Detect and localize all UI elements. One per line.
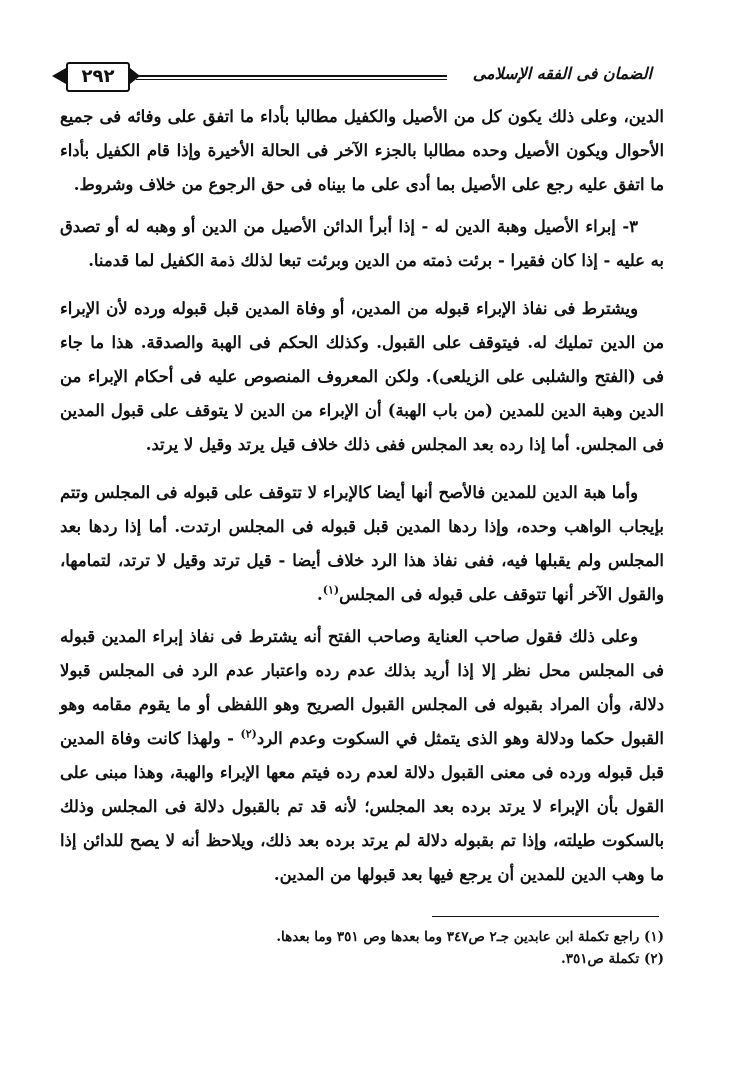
- main-text: [60, 100, 664, 892]
- paragraph-1: [60, 100, 664, 202]
- page-number: ٢٩٢: [66, 62, 130, 92]
- footnotes: [60, 926, 664, 970]
- paragraph-text: ويشترط فى نفاذ الإبراء قبوله من المدين، أو وفاة المدين قبل قبوله ورده لأن الإبراء من الدين تمليك له. فيتوقف على القبول. وكذلك الحكم فى الهبة والصدقة. هذا ما جاء فى (الفتح والشلبى على الزيلعى). ولكن المعروف المنصوص عليه فى أحكام الإبراء من الدين وهبة الدين للمدين (من باب الهبة) أن الإبراء من الدين لا يتوقف على قبول المدين فى المجلس. أما إذا رده بعد المجلس ففى ذلك خلاف قيل يرتد وقيل لا يرتد.: [60, 299, 664, 454]
- paragraph-2: [60, 210, 664, 278]
- paragraph-5: [60, 620, 664, 892]
- paragraph-tail: - ولهذا كانت وفاة المدين قبل قبوله ورده فى معنى القبول دلالة لعدم رده فيتم معها الإبراء والهبة، وهذا مبنى على القول بأن الإبراء لا يرتد برده بعد المجلس؛ لأنه قد تم بالقبول دلالة فى المجلس وذلك بالسكوت طيلته، وإذا تم بقبوله دلالة لم يرتد برده بعد ذلك، ويلاحظ أنه لا يصح للدائن إذا ما وهب الدين للمدين أن يرجع فيها بعد قبولها من المدين.: [60, 729, 664, 884]
- footnote-ref-2: (٢): [240, 727, 257, 741]
- paragraph-tail: .: [317, 585, 323, 604]
- paragraph-3: [60, 292, 664, 462]
- paragraph-text: وعلى ذلك فقول صاحب العناية وصاحب الفتح أنه يشترط فى نفاذ إبراء المدين قبوله فى المجلس محل نظر إلا إذا أريد بذلك عدم رده واعتبار عدم الرد فى المجلس قبولا دلالة، وأن المراد بقبوله فى المجلس القبول الصريح وهو اللفظى أو ما يقوم مقامه وهو القبول حكما ودلالة وهو الذى يتمثل في السكوت وعدم الرد: [60, 627, 664, 748]
- section-heading: ٣- إبراء الأصيل وهبة الدين له: [434, 217, 638, 236]
- paragraph-text: الدين، وعلى ذلك يكون كل من الأصيل والكفيل مطالبا بأداء ما اتفق على وفائه فى جميع الأحوال ويكون الأصيل وحده مطالبا بالجزء الآخر فى الحالة الأخيرة وإذا قام الكفيل بأداء ما اتفق عليه رجع على الأصيل بما أدى على ما بيناه فى حق الرجوع من خلاف وشروط.: [60, 107, 664, 194]
- footnote-ref-1: (١): [322, 583, 340, 597]
- footnote-separator: [432, 916, 659, 917]
- header-arrow-left: [52, 68, 66, 84]
- header-rule: [136, 75, 447, 80]
- paragraph-4: [60, 476, 664, 612]
- running-header: [52, 62, 652, 92]
- footnote-2: (٢) تكملة ص٣٥١.: [561, 951, 664, 967]
- paragraph-text: وأما هبة الدين للمدين فالأصح أنها أيضا كالإبراء لا تتوقف على قبوله فى المجلس وتتم بإيجاب الواهب وحده، وإذا ردها المدين قبل قبوله فى المجلس ارتدت. أما إذا ردها بعد المجلس ولم يقبلها فيه، ففى نفاذ هذا الرد خلاف أيضا - قيل ترتد وقيل لا ترتد، لتمامها، والقول الآخر أنها تتوقف على قبوله فى المجلس: [60, 483, 664, 604]
- book-title: الضمان فى الفقه الإسلامى: [472, 64, 652, 83]
- paragraph-text: - إذا أبرأ الدائن الأصيل من الدين أو وهبه له أو تصدق به عليه - إذا كان فقيرا - برئت ذمته من الدين وبرئت تبعا لذلك ذمة الكفيل لما قدمنا.: [60, 217, 664, 270]
- footnote-1: (١) راجع تكملة ابن عابدين جـ٢ ص٣٤٧ وما بعدها وص ٣٥١ وما بعدها.: [276, 929, 664, 945]
